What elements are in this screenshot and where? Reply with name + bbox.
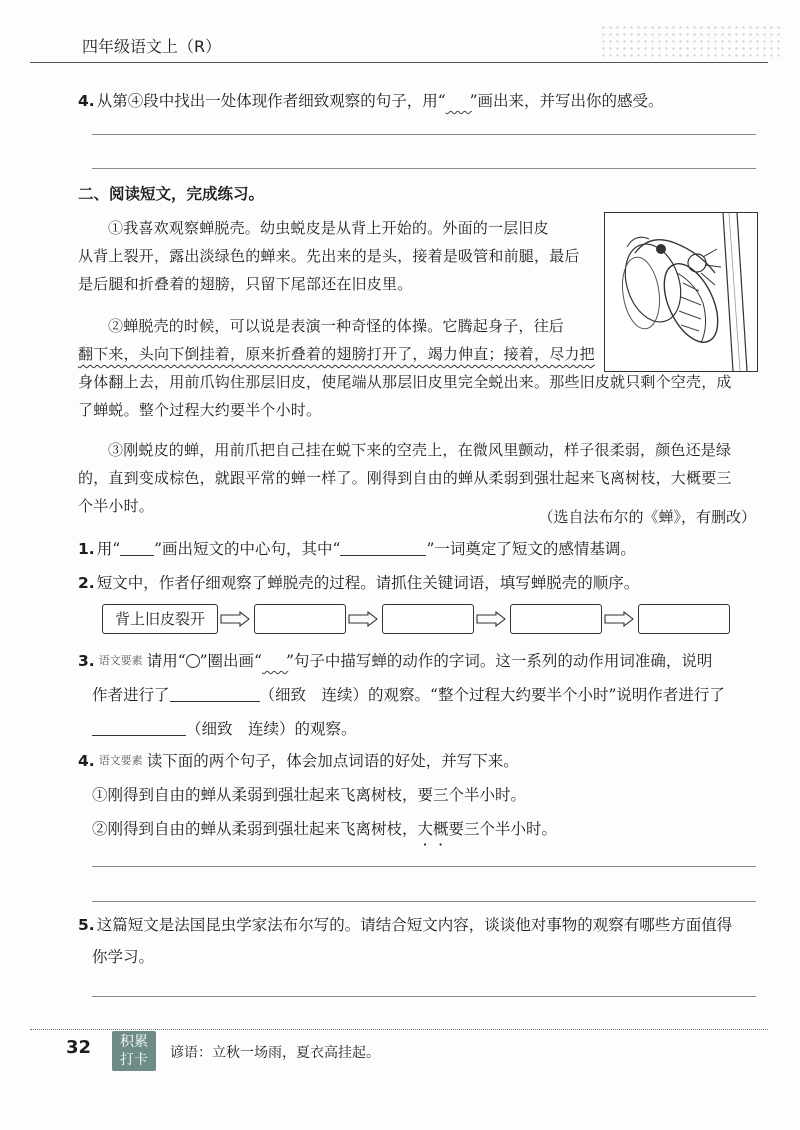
question-3: 3. 语文要素 请用“ ”圈出画“ ”句子中描写蝉的动作的字词。这一系列的动作用词准确，说明 xyxy=(78,652,713,670)
passage-paragraph-3: ③刚蜕皮的蝉，用前爪把自己挂在蜕下来的空壳上，在微风里颤动，样子很柔弱，颜色还是绿 的，直到变成棕色，就跟平常的蝉一样了。刚得到自由的蝉从柔弱到强壮起来飞离树枝，大概要三 个半小时。 xyxy=(78,441,732,515)
cicada-illustration xyxy=(604,212,758,372)
arrow-right-icon xyxy=(220,611,250,627)
flow-step-2[interactable] xyxy=(254,604,346,634)
question-1: 1. 用“ ”画出短文的中心句，其中“ ”一词奠定了短文的感情基调。 xyxy=(78,540,636,558)
emphasis-dot-char: 概 xyxy=(433,820,449,838)
question-4-top: 4. 从第④段中找出一处体现作者细致观察的句子，用“ ”画出来，并写出你的感受。 xyxy=(78,92,664,110)
footer-rule xyxy=(30,1029,768,1030)
answer-line[interactable] xyxy=(92,996,756,997)
fill-blank[interactable] xyxy=(92,720,186,736)
accumulate-badge: 积累 打卡 xyxy=(112,1031,156,1071)
question-number: 4. xyxy=(78,92,95,110)
answer-line[interactable] xyxy=(92,901,756,902)
arrow-right-icon xyxy=(476,611,506,627)
arrow-right-icon xyxy=(604,611,634,627)
wavy-line-mark xyxy=(446,90,470,112)
passage-source: （选自法布尔的《蝉》，有删改） xyxy=(538,508,756,526)
section-title: 二、阅读短文，完成练习。 xyxy=(78,185,265,203)
fill-blank[interactable] xyxy=(170,686,260,702)
sentence-1: ①刚得到自由的蝉从柔弱到强壮起来飞离树枝，要三个半小时。 xyxy=(92,786,527,804)
flow-step-5[interactable] xyxy=(638,604,730,634)
sentence-2: ②刚得到自由的蝉从柔弱到强壮起来飞离树枝，大概要三个半小时。 xyxy=(92,820,558,838)
question-5: 5. 这篇短文是法国昆虫学家法布尔写的。请结合短文内容，谈谈他对事物的观察有哪些方面值得 xyxy=(78,916,733,934)
flow-step-1: 背上旧皮裂开 xyxy=(102,604,218,634)
answer-line[interactable] xyxy=(92,134,756,135)
arrow-right-icon xyxy=(348,611,378,627)
question-5-line-2: 你学习。 xyxy=(92,948,155,966)
tag-label: 语文要素 xyxy=(98,754,143,767)
question-3-line-2: 作者进行了 （细致 连续）的观察。“整个过程大约要半个小时”说明作者进行了 xyxy=(92,686,725,704)
proverb-text: 谚语：立秋一场雨，夏衣高挂起。 xyxy=(170,1045,380,1061)
answer-line[interactable] xyxy=(92,866,756,867)
question-3-line-3: （细致 连续）的观察。 xyxy=(92,718,357,740)
question-4: 4. 语文要素 读下面的两个句子，体会加点词语的好处，并写下来。 xyxy=(78,752,519,770)
passage-paragraph-2: ②蝉脱壳的时候，可以说是表演一种奇怪的体操。它腾起身子，往后 翻下来，头向下倒挂着，原来折叠着的翅膀打开了，竭力伸直；接着，尽力把 身体翻上去，用前爪钩住那层旧皮，使尾端从那层旧皮里完全蜕出来。那些旧皮就只剩个空壳，成 了蝉蜕。整个过程大约要半个小时。 xyxy=(78,317,732,419)
underline-mark xyxy=(120,540,154,556)
page-number: 32 xyxy=(66,1037,92,1058)
wavy-line-mark xyxy=(262,650,286,672)
page-header-title: 四年级语文上（R） xyxy=(82,37,222,56)
circle-mark xyxy=(186,654,200,668)
passage-paragraph-1: ①我喜欢观察蝉脱壳。幼虫蜕皮是从背上开始的。外面的一层旧皮 从背上裂开，露出淡绿色的蝉来。先出来的是头，接着是吸管和前腿，最后 是后腿和折叠着的翅膀，只留下尾部还在旧皮里。 xyxy=(78,219,580,293)
fill-blank[interactable] xyxy=(340,540,426,556)
header-decoration xyxy=(600,24,780,58)
flow-step-4[interactable] xyxy=(510,604,602,634)
answer-line[interactable] xyxy=(92,168,756,169)
emphasis-dot-char: 大 xyxy=(417,820,434,838)
header-rule xyxy=(30,62,768,63)
flow-step-3[interactable] xyxy=(382,604,474,634)
question-2: 2. 短文中，作者仔细观察了蝉脱壳的过程。请抓住关键词语，填写蝉脱壳的顺序。 xyxy=(78,574,640,592)
tag-label: 语文要素 xyxy=(98,654,143,667)
